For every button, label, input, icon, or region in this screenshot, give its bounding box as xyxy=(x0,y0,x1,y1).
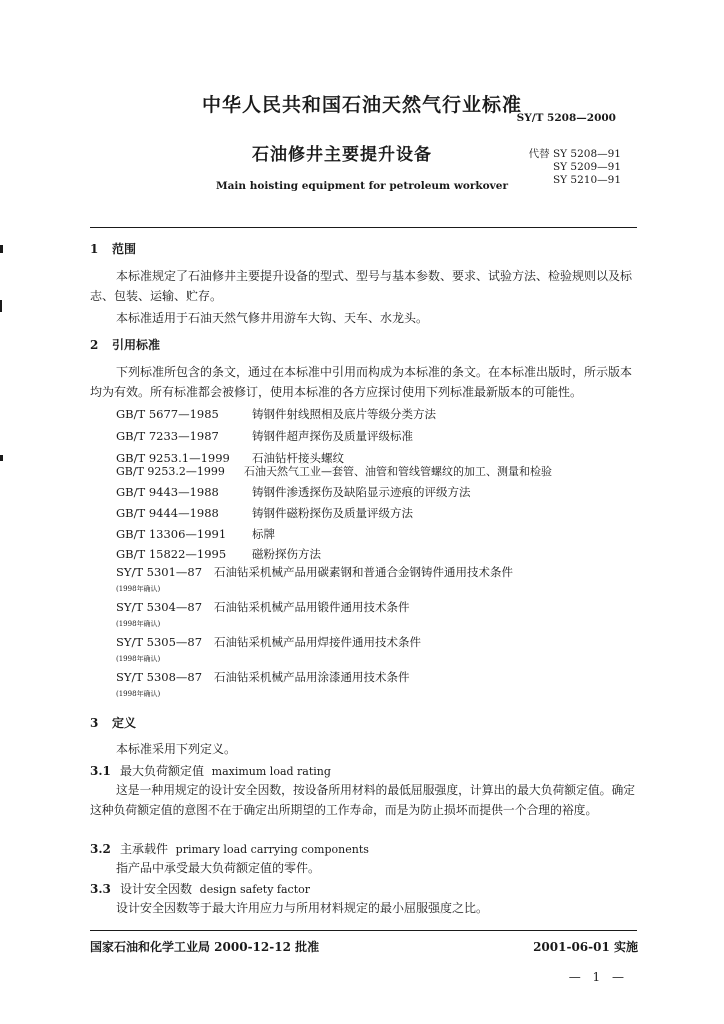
industry-standard-title: 中华人民共和国石油天然气行业标准 xyxy=(201,94,522,116)
reference-code: SY/T 5305—87 xyxy=(116,635,203,649)
reference-item xyxy=(116,428,413,444)
reference-code: GB/T 15822—1995 xyxy=(116,547,227,561)
section-heading xyxy=(90,714,136,731)
definition-number: 3.2 xyxy=(90,842,111,856)
reference-item xyxy=(116,484,471,500)
reference-code: SY/T 5304—87 xyxy=(116,600,203,614)
reference-item xyxy=(116,546,321,562)
reference-note: (1998年确认) xyxy=(116,655,161,663)
reference-code: GB/T 9443—1988 xyxy=(116,485,219,499)
page-number: — 1 — xyxy=(568,970,628,984)
reference-title: 铸钢件超声探伤及质量评级标准 xyxy=(252,429,413,443)
reference-title: 铸钢件渗透探伤及缺陷显示迹痕的评级方法 xyxy=(252,485,471,499)
footer-divider xyxy=(90,930,637,931)
reference-item xyxy=(116,599,410,615)
definition-text: 指产品中承受最大负荷额定值的零件。 xyxy=(116,861,321,875)
reference-code: GB/T 9253.2—1999 xyxy=(116,465,225,478)
definition-term: 主承载件 xyxy=(120,842,169,856)
replaces-line: 代替 SY 5208—91 xyxy=(528,148,621,160)
definition-text: 设计安全因数等于最大许用应力与所用材料规定的最小屈服强度之比。 xyxy=(116,901,489,915)
definition-term: 最大负荷额定值 xyxy=(120,764,205,778)
reference-title: 石油天然气工业—套管、油管和管线管螺纹的加工、测量和检验 xyxy=(244,465,552,478)
definition-heading xyxy=(90,840,369,857)
effective-date: 2001-06-01 实施 xyxy=(533,940,638,954)
section-title: 定义 xyxy=(112,716,137,730)
reference-code: GB/T 13306—1991 xyxy=(116,527,227,541)
definition-heading xyxy=(90,880,310,897)
scan-mark xyxy=(0,300,2,312)
paragraph: 下列标准所包含的条文，通过在本标准中引用而构成为本标准的条文。在本标准出版时，所示版本均为有效。所有标准都会被修订，使用本标准的各方应探讨使用下列标准最新版本的可能性。 xyxy=(90,365,633,399)
header-divider xyxy=(90,227,637,228)
reference-item xyxy=(116,463,552,479)
reference-code: GB/T 9253.1—1999 xyxy=(116,451,230,465)
reference-title: 铸钢件磁粉探伤及质量评级方法 xyxy=(252,506,413,520)
section-number: 3 xyxy=(90,716,99,730)
reference-title: 磁粉探伤方法 xyxy=(252,547,321,561)
section-heading xyxy=(90,240,136,257)
definition-number: 3.1 xyxy=(90,764,111,778)
definition-term-en: design safety factor xyxy=(199,883,310,896)
reference-title: 石油钻采机械产品用焊接件通用技术条件 xyxy=(214,635,421,649)
section-heading xyxy=(90,336,160,353)
paragraph: 本标准采用下列定义。 xyxy=(116,742,237,756)
definition-term: 设计安全因数 xyxy=(120,882,193,896)
scan-mark xyxy=(0,245,3,253)
scan-mark xyxy=(0,455,3,461)
standard-number: SY/T 5208—2000 xyxy=(516,112,616,124)
reference-item xyxy=(116,564,513,580)
reference-item xyxy=(116,505,413,521)
section-number: 2 xyxy=(90,338,99,352)
reference-code: GB/T 5677—1985 xyxy=(116,407,219,421)
reference-title: 铸钢件射线照相及底片等级分类方法 xyxy=(252,407,436,421)
definition-number: 3.3 xyxy=(90,882,111,896)
definition-term-en: maximum load rating xyxy=(211,765,331,778)
reference-item xyxy=(116,669,410,685)
reference-title: 石油钻采机械产品用碳素钢和普通合金钢铸件通用技术条件 xyxy=(214,565,513,579)
reference-item xyxy=(116,406,436,422)
paragraph: 本标准规定了石油修井主要提升设备的型式、型号与基本参数、要求、试验方法、检验规则以及标志、包装、运输、贮存。 xyxy=(90,269,633,303)
reference-code: GB/T 7233—1987 xyxy=(116,429,219,443)
reference-code: SY/T 5308—87 xyxy=(116,670,203,684)
reference-code: GB/T 9444—1988 xyxy=(116,506,219,520)
section-title: 引用标准 xyxy=(112,338,161,352)
section-number: 1 xyxy=(90,242,99,256)
section-title: 范围 xyxy=(112,242,137,256)
document-title-english: Main hoisting equipment for petroleum workover xyxy=(216,180,508,192)
reference-title: 石油钻采机械产品用涂漆通用技术条件 xyxy=(214,670,410,684)
reference-note: (1998年确认) xyxy=(116,585,161,593)
definition-text: 这是一种用规定的设计安全因数，按设备所用材料的最低屈服强度，计算出的最大负荷额定值。确定这种负荷额定值的意图不在于确定出所期望的工作寿命，而是为防止损坏而提供一个合理的裕度。 xyxy=(90,783,636,817)
reference-title: 石油钻采机械产品用锻件通用技术条件 xyxy=(214,600,410,614)
reference-item xyxy=(116,634,421,650)
reference-title: 石油钻杆接头螺纹 xyxy=(252,451,344,465)
replaces-line: SY 5210—91 xyxy=(552,174,621,186)
reference-title: 标牌 xyxy=(252,527,275,541)
paragraph: 本标准适用于石油天然气修井用游车大钩、天车、水龙头。 xyxy=(116,311,429,325)
reference-code: SY/T 5301—87 xyxy=(116,565,203,579)
reference-note: (1998年确认) xyxy=(116,690,161,698)
reference-item xyxy=(116,526,275,542)
definition-term-en: primary load carrying components xyxy=(175,843,369,856)
replaces-line: SY 5209—91 xyxy=(552,161,621,173)
document-title: 石油修井主要提升设备 xyxy=(252,145,432,165)
definition-heading xyxy=(90,762,331,779)
reference-note: (1998年确认) xyxy=(116,620,161,628)
issuer-approval: 国家石油和化学工业局 2000-12-12 批准 xyxy=(90,940,320,954)
